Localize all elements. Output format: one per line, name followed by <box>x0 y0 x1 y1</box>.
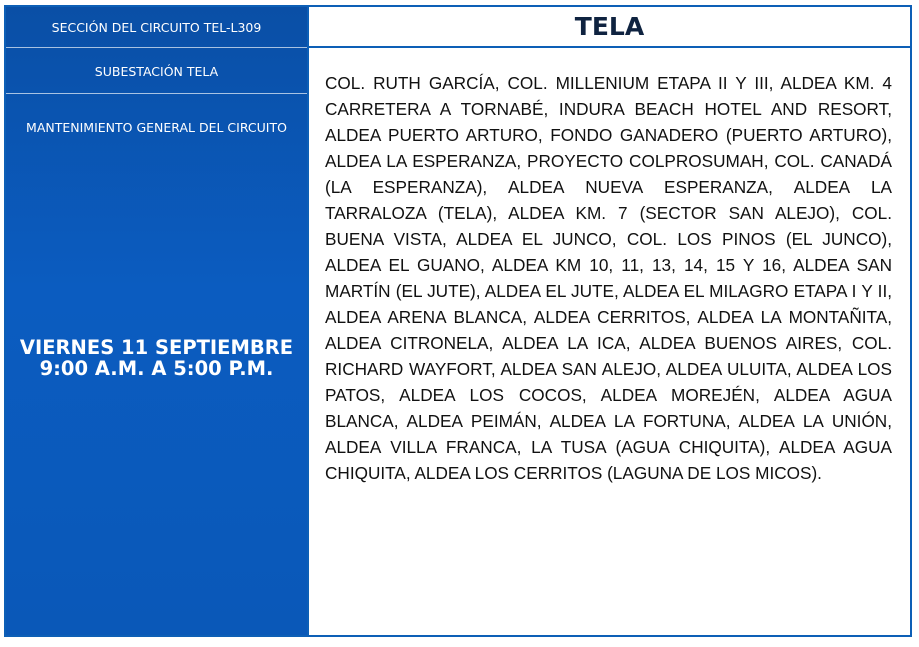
circuit-section-label: SECCIÓN DEL CIRCUITO TEL-L309 <box>6 7 307 48</box>
maintenance-label: MANTENIMIENTO GENERAL DEL CIRCUITO <box>26 119 287 135</box>
left-info-column <box>6 7 307 635</box>
schedule-date: VIERNES 11 SEPTIEMBRE <box>19 336 294 359</box>
outage-notice-table <box>4 5 912 637</box>
affected-areas-text: COL. RUTH GARCÍA, COL. MILLENIUM ETAPA II Y III, ALDEA KM. 4 CARRETERA A TORNABÉ, INDURA BEACH HOTEL AND RESORT, ALDEA PUERTO ARTURO, FONDO GANADERO (PUERTO ARTURO), ALDEA LA ESPERANZA, PROYECTO COLPROSUMAH, COL. CANADÁ (LA ESPERANZA), ALDEA NUEVA ESPERANZA, ALDEA LA TARRALOZA (TELA), ALDEA KM. 7 (SECTOR SAN ALEJO), COL. BUENA VISTA, ALDEA EL JUNCO, COL. LOS PINOS (EL JUNCO), ALDEA EL GUANO, ALDEA KM 10, 11, 13, 14, 15 Y 16, ALDEA SAN MARTÍN (EL JUTE), ALDEA EL JUTE, ALDEA EL MILAGRO ETAPA I Y II, ALDEA ARENA BLANCA, ALDEA CERRITOS, ALDEA LA MONTAÑITA, ALDEA CITRONELA, ALDEA LA ICA, ALDEA BUENOS AIRES, COL. RICHARD WAYFORT, ALDEA SAN ALEJO, ALDEA ULUITA, ALDEA LOS PATOS, ALDEA LOS COCOS, ALDEA MOREJÉN, ALDEA AGUA BLANCA, ALDEA PEIMÁN, ALDEA LA FORTUNA, ALDEA LA UNIÓN, ALDEA VILLA FRANCA, LA TUSA (AGUA CHIQUITA), ALDEA AGUA CHIQUITA, ALDEA LOS CERRITOS (LAGUNA DE LOS MICOS). <box>325 73 892 483</box>
city-title: TELA <box>309 7 910 48</box>
substation-label: SUBESTACIÓN TELA <box>6 49 307 94</box>
schedule-time: 9:00 A.M. A 5:00 P.M. <box>39 357 274 380</box>
schedule-block <box>6 337 307 379</box>
right-content-column <box>307 7 910 635</box>
